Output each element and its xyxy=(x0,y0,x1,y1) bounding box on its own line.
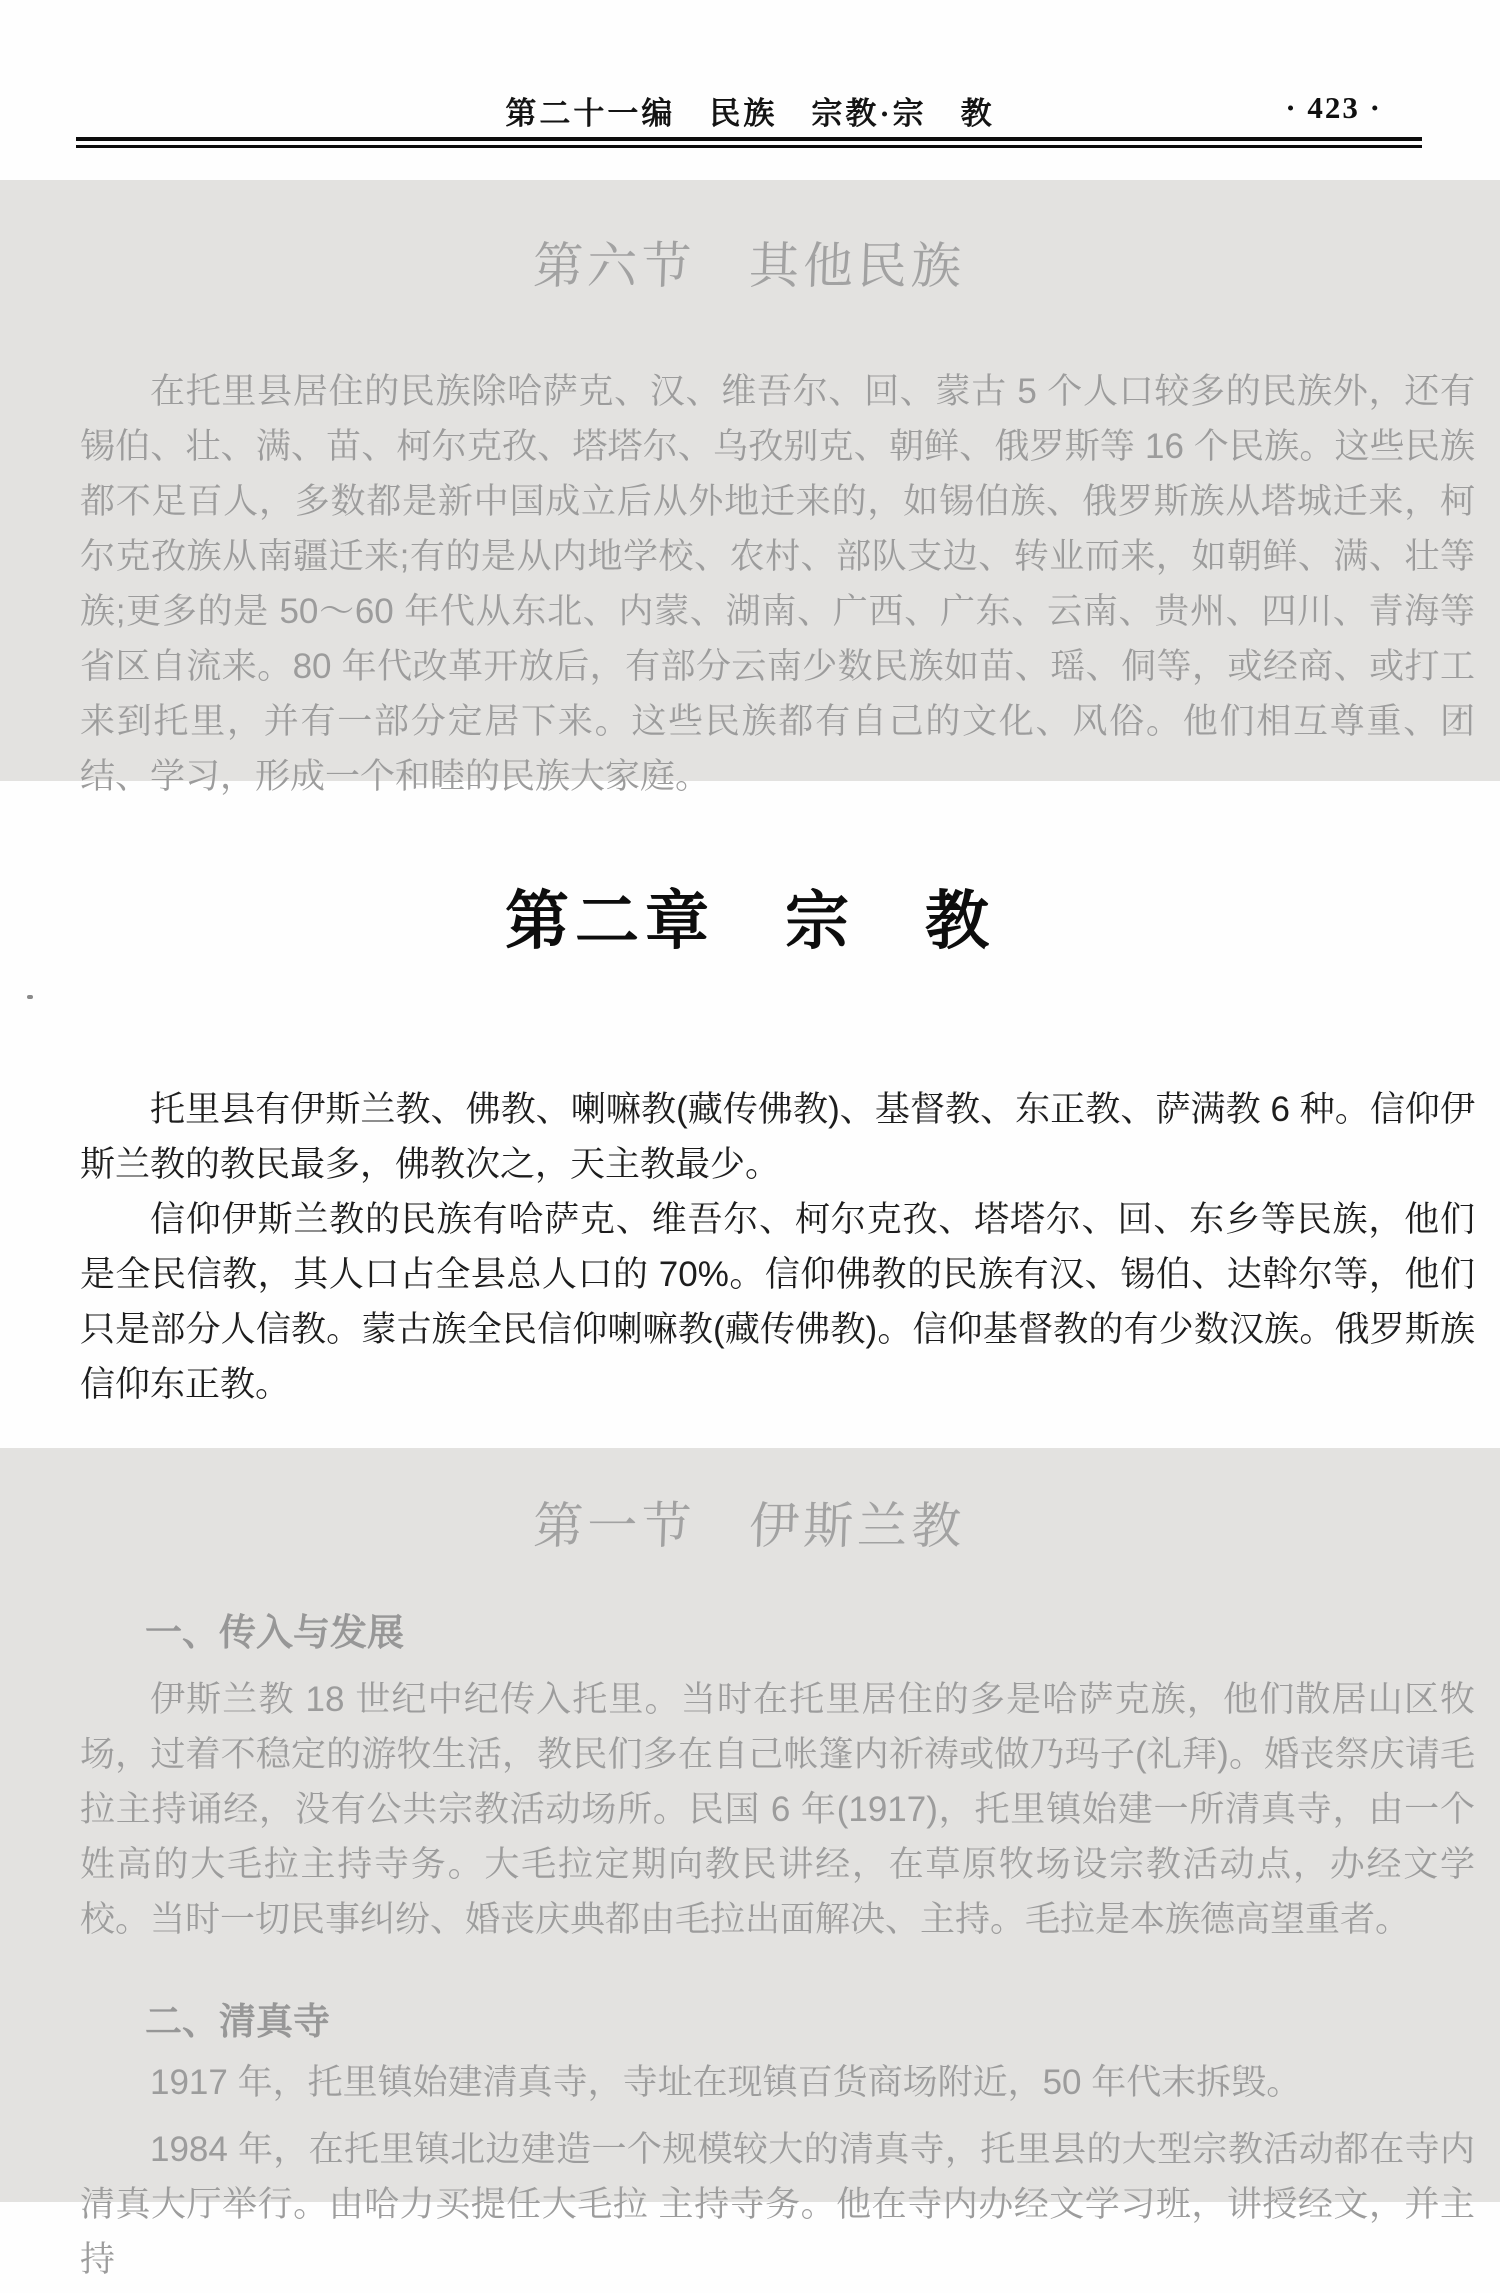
spread-development-paragraph: 伊斯兰教 18 世纪中纪传入托里。当时在托里居住的多是哈萨克族，他们散居山区牧场，过着不稳定的游牧生活，教民们多在自己帐篷内祈祷或做乃玛子(礼拜)。婚丧祭庆请毛拉主持诵经，没有公共宗教活动场所。民国 6 年(1917)，托里镇始建一所清真寺，由一个姓高的大毛拉主持寺务。大毛拉定期向教民讲经，在草原牧场设宗教活动点，办经文学校。当时一切民事纠纷、婚丧庆典都由毛拉出面解决、主持。毛拉是本族德高望重者。 xyxy=(80,1680,1475,1939)
chapter-paragraph-2: 信仰伊斯兰教的民族有哈萨克、维吾尔、柯尔克孜、塔塔尔、回、东乡等民族，他们是全民信教，其人口占全县总人口的 70%。信仰佛教的民族有汉、锡伯、达斡尔等，他们只是部分人信教。蒙古族全民信仰喇嘛教(藏传佛教)。信仰基督教的有少数汉族。俄罗斯族信仰东正教。 xyxy=(80,1200,1475,1404)
page-number: · 423 · xyxy=(1285,90,1382,125)
chapter-intro xyxy=(0,1082,1500,1412)
chapter-paragraph-1: 托里县有伊斯兰教、佛教、喇嘛教(藏传佛教)、基督教、东正教、萨满教 6 种。信仰伊斯兰教的教民最多，佛教次之，天主教最少。 xyxy=(80,1090,1475,1184)
chapter-title: 第二章 宗 教 xyxy=(505,885,995,957)
mosque-paragraph-1984: 1984 年，在托里镇北边建造一个规模较大的清真寺，托里县的大型宗教活动都在寺内清真大厅举行。由哈力买提任大毛拉 主持寺务。他在寺内办经文学习班，讲授经文，并主持 xyxy=(80,2130,1475,2279)
subheading-spread-development: 一、传入与发展 xyxy=(145,1612,404,1653)
other-ethnics-paragraph: 在托里县居住的民族除哈萨克、汉、维吾尔、回、蒙古 5 个人口较多的民族外，还有锡伯、壮、满、苗、柯尔克孜、塔塔尔、乌孜别克、朝鲜、俄罗斯等 16 个民族。这些民族都不足百人，多数都是新中国成立后从外地迁来的，如锡伯族、俄罗斯族从塔城迁来，柯尔克孜族从南疆迁来;有的是从内地学校、农村、部队支边、转业而来，如朝鲜、满、壮等族;更多的是 50～60 年代从东北、内蒙、湖南、广西、广东、云南、贵州、四川、青海等省区自流来。80 年代改革开放后，有部分云南少数民族如苗、瑶、侗等，或经商、或打工来到托里，并有一部分定居下来。这些民族都有自己的文化、风俗。他们相互尊重、团结、学习，形成一个和睦的民族大家庭。 xyxy=(80,372,1475,796)
section-title-other-ethnics: 第六节 其他民族 xyxy=(532,238,967,294)
mosque-paragraph-1917: 1917 年，托里镇始建清真寺，寺址在现镇百货商场附近，50 年代末拆毁。 xyxy=(150,2063,1302,2102)
section-title-islam: 第一节 伊斯兰教 xyxy=(532,1498,967,1554)
subheading-mosque: 二、清真寺 xyxy=(145,2001,330,2042)
header-double-rule xyxy=(76,137,1422,148)
scan-artifact-speck xyxy=(27,995,33,999)
section-other-ethnics-band xyxy=(0,180,1500,796)
section-islam-band xyxy=(0,1448,1500,2279)
running-head-title: 第二十一编 民族 宗教·宗 教 xyxy=(505,96,995,131)
